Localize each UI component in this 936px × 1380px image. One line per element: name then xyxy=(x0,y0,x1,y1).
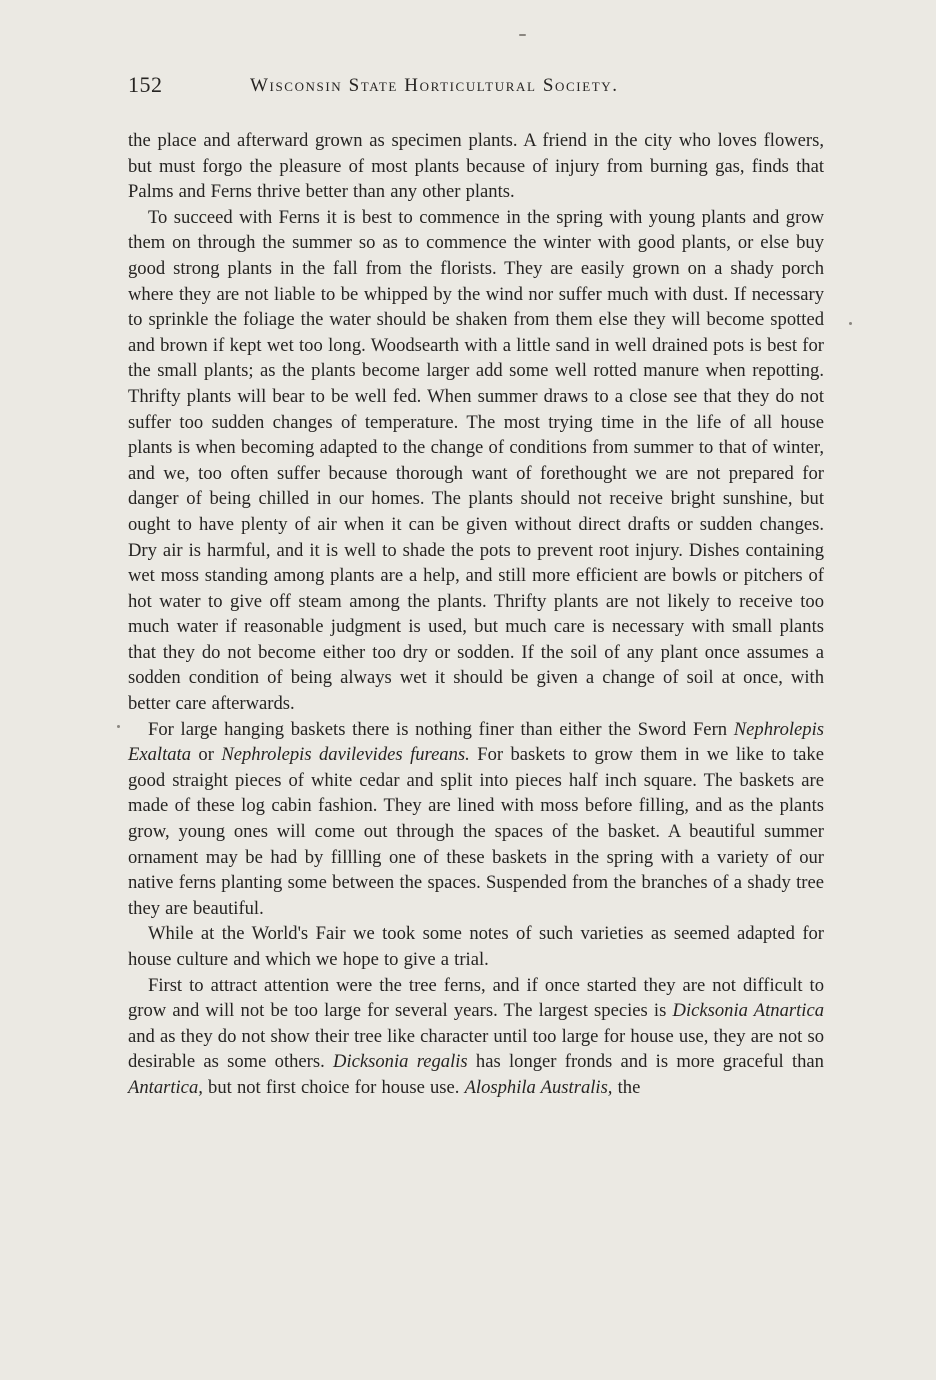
body-text xyxy=(128,128,824,1101)
scan-speck xyxy=(117,725,120,728)
running-title: Wisconsin State Horticultural Society. xyxy=(250,75,619,96)
text-run: has longer fronds and is more graceful than xyxy=(467,1051,824,1073)
paragraph-4: While at the World's Fair we took some notes of such varieties as seemed adapted for house culture and which we hope to give a trial. xyxy=(128,923,824,970)
species-name: Dicksonia Atnartica xyxy=(672,1000,824,1022)
scan-speck xyxy=(519,34,526,36)
species-name: Nephrolepis davilevides fureans. xyxy=(221,744,470,766)
page-number: 152 xyxy=(128,72,163,97)
scan-speck xyxy=(849,322,852,325)
text-run: For baskets to grow them in we like to take good straight pieces of white cedar and split into pieces half inch square. The baskets are made of these log cabin fashion. They are lined with moss before filling, and as the plants grow, young ones will come out through the spaces of the basket. A beautiful summer ornament may be had by fillling one of these baskets in the spring with a variety of our native ferns planting some between the spaces. Suspended from the branches of a shady tree they are beautiful. xyxy=(128,744,824,919)
species-name: Alosphila Australis, xyxy=(464,1076,613,1098)
page-header xyxy=(128,72,728,102)
text-run: For large hanging baskets there is nothing finer than either the Sword Fern xyxy=(148,718,734,740)
text-run: and as they do not show their tree like character until too large for house use, they are not so desirable as some others. xyxy=(128,1025,824,1073)
text-run: First to attract attention were the tree ferns, and if once started they are not difficult to grow and will not be too large for several years. The largest species is xyxy=(128,974,824,1022)
text-run: the xyxy=(612,1076,641,1098)
paragraph-3 xyxy=(128,717,824,922)
species-name: Nephrolepis Exaltata xyxy=(128,718,824,766)
text-run: or xyxy=(191,744,222,766)
species-name: Dicksonia regalis xyxy=(333,1051,468,1073)
paragraph-1: the place and afterward grown as specimen plants. A friend in the city who loves flowers, but must forgo the pleasure of most plants because of injury from burning gas, finds that Palms and Ferns thrive better than any other plants. xyxy=(128,130,824,203)
species-name: Antartica, xyxy=(128,1076,203,1098)
text-run: but not first choice for house use. xyxy=(202,1076,465,1098)
paragraph-5 xyxy=(128,973,824,1101)
paragraph-2: To succeed with Ferns it is best to commence in the spring with young plants and grow them on through the summer so as to commence the winter with good plants, or else buy good strong plants in the fall from the florists. They are easily grown on a shady porch where they are not liable to be whipped by the wind nor suffer much with dust. If necessary to sprinkle the foliage the water should be shaken from them else they will become spotted and brown if kept wet too long. Woodsearth with a little sand in well drained pots is best for the small plants; as the plants become larger add some well rotted manure when repotting. Thrifty plants will bear to be well fed. When summer draws to a close see that they do not suffer too sudden changes of temperature. The most trying time in the life of all house plants is when becoming adapted to the change of conditions from summer to that of winter, and we, too often suffer because thorough want of forethought we are not prepared for danger of being chilled in our homes. The plants should not receive bright sunshine, but ought to have plenty of air when it can be given without direct drafts or sudden changes. Dry air is harmful, and it is well to shade the pots to prevent root injury. Dishes containing wet moss standing among plants are a help, and still more efficient are bowls or pitchers of hot water to give off steam among the plants. Thrifty plants are not likely to receive too much water if reasonable judgment is used, but much care is necessary with small plants that they do not become either too dry or sodden. If the soil of any plant once assumes a sodden condition of being always wet it should be given a change of soil at once, with better care afterwards. xyxy=(128,206,824,715)
